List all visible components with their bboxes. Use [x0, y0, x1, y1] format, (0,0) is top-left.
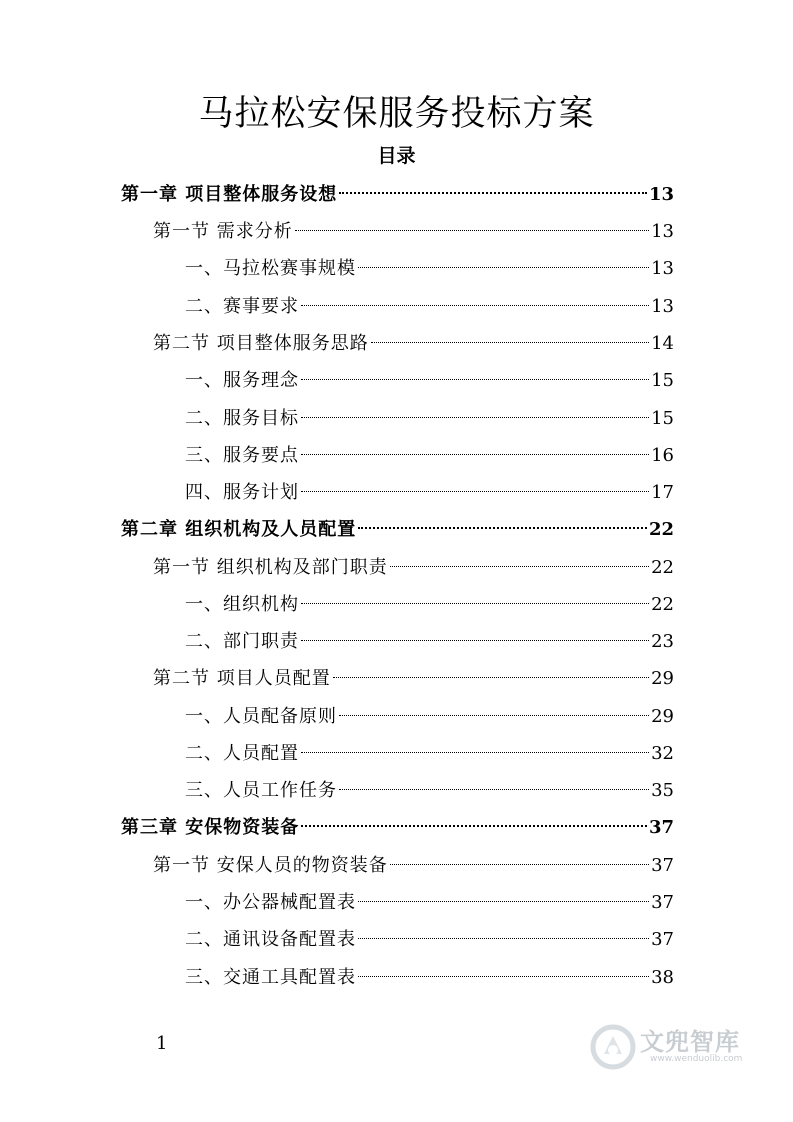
toc-entry-chapter-1[interactable]: [121, 180, 674, 210]
dot-leader: [390, 566, 649, 567]
toc-entry-section[interactable]: [153, 329, 674, 359]
toc-entry-section[interactable]: [153, 553, 674, 583]
toc-entry-page: 29: [651, 706, 674, 727]
watermark-logo-icon: [590, 1024, 636, 1070]
toc-entry-page: 22: [651, 557, 674, 578]
toc-entry-page: 13: [651, 221, 674, 242]
toc-entry-label: 第三章 安保物资装备: [121, 817, 300, 838]
dot-leader: [358, 976, 649, 977]
dot-leader: [358, 901, 649, 902]
dot-leader: [295, 230, 649, 231]
dot-leader: [339, 192, 647, 194]
toc-entry-label: 二、部门职责: [185, 631, 299, 652]
toc-entry-page: 22: [648, 519, 674, 540]
toc-entry-page: 29: [651, 668, 674, 689]
page-number: 1: [156, 1033, 168, 1054]
toc-entry-subsection[interactable]: [185, 963, 674, 993]
toc-entry-label: 第一节 安保人员的物资装备: [153, 855, 388, 876]
dot-leader: [358, 938, 649, 939]
toc-entry-subsection[interactable]: [185, 739, 674, 769]
toc-entry-subsection[interactable]: [185, 254, 674, 284]
toc-entry-page: 15: [651, 408, 674, 429]
toc-entry-label: 一、人员配备原则: [185, 706, 337, 727]
toc-entry-subsection[interactable]: [185, 925, 674, 955]
toc-entry-label: 第一节 需求分析: [153, 221, 293, 242]
toc-entry-page: 14: [651, 333, 674, 354]
dot-leader: [301, 379, 649, 380]
toc-entry-page: 37: [651, 892, 674, 913]
toc-entry-subsection[interactable]: [185, 366, 674, 396]
toc-entry-label: 二、服务目标: [185, 408, 299, 429]
toc-entry-section[interactable]: [153, 217, 674, 247]
toc-entry-page: 17: [651, 482, 674, 503]
toc-entry-subsection[interactable]: [185, 404, 674, 434]
dot-leader: [371, 342, 649, 343]
toc-entry-label: 四、服务计划: [185, 482, 299, 503]
toc-entry-subsection[interactable]: [185, 702, 674, 732]
toc-entry-label: 一、组织机构: [185, 594, 299, 615]
toc-entry-subsection[interactable]: [185, 590, 674, 620]
toc-heading: 目录: [377, 145, 416, 167]
toc-entry-page: 16: [651, 445, 674, 466]
toc-entry-label: 三、交通工具配置表: [185, 967, 356, 988]
watermark-text: 文兜智库: [640, 1028, 740, 1056]
dot-leader: [301, 603, 649, 604]
toc-entry-label: 一、服务理念: [185, 370, 299, 391]
toc-entry-subsection[interactable]: [185, 888, 674, 918]
toc-entry-subsection[interactable]: [185, 441, 674, 471]
toc-entry-chapter-2[interactable]: [121, 515, 674, 545]
toc-entry-label: 第二节 项目整体服务思路: [153, 333, 369, 354]
toc-entry-label: 二、通讯设备配置表: [185, 929, 356, 950]
watermark: [588, 1018, 758, 1078]
dot-leader: [301, 640, 649, 641]
dot-leader: [339, 789, 649, 790]
toc-entry-page: 35: [651, 780, 674, 801]
dot-leader: [301, 305, 649, 306]
document-title: 马拉松安保服务投标方案: [198, 94, 595, 134]
toc-entry-label: 三、人员工作任务: [185, 780, 337, 801]
toc-entry-page: 23: [651, 631, 674, 652]
toc-entry-subsection[interactable]: [185, 776, 674, 806]
toc-entry-label: 二、赛事要求: [185, 296, 299, 317]
toc-entry-label: 三、服务要点: [185, 445, 299, 466]
toc-entry-label: 一、马拉松赛事规模: [185, 258, 356, 279]
dot-leader: [390, 864, 649, 865]
toc-entry-page: 37: [651, 855, 674, 876]
toc-entry-label: 第二章 组织机构及人员配置: [121, 519, 357, 540]
toc-entry-subsection[interactable]: [185, 627, 674, 657]
toc-entry-page: 15: [651, 370, 674, 391]
toc-entry-label: 第二节 项目人员配置: [153, 668, 331, 689]
dot-leader: [301, 491, 649, 492]
toc-entry-page: 37: [648, 817, 674, 838]
dot-leader: [358, 527, 647, 529]
toc-entry-page: 37: [651, 929, 674, 950]
dot-leader: [339, 715, 649, 716]
toc-entry-label: 一、办公器械配置表: [185, 892, 356, 913]
toc-entry-subsection[interactable]: [185, 478, 674, 508]
toc-entry-page: 38: [651, 967, 674, 988]
dot-leader: [301, 752, 649, 753]
dot-leader: [301, 417, 649, 418]
toc-entry-subsection[interactable]: [185, 292, 674, 322]
toc-entry-chapter-3[interactable]: [121, 813, 674, 843]
toc-entry-page: 13: [648, 184, 674, 205]
toc-entry-label: 第一章 项目整体服务设想: [121, 184, 338, 205]
toc-entry-page: 22: [651, 594, 674, 615]
dot-leader: [333, 677, 649, 678]
toc-entry-page: 13: [651, 296, 674, 317]
toc-entry-section[interactable]: [153, 851, 674, 881]
toc-entry-page: 32: [651, 743, 674, 764]
toc-entry-label: 第一节 组织机构及部门职责: [153, 557, 388, 578]
toc-entry-label: 二、人员配置: [185, 743, 299, 764]
dot-leader: [358, 267, 649, 268]
dot-leader: [301, 825, 647, 827]
toc-entry-section[interactable]: [153, 664, 674, 694]
dot-leader: [301, 454, 649, 455]
watermark-url: www.wenduolib.com: [650, 1054, 743, 1064]
toc-entry-page: 13: [651, 258, 674, 279]
